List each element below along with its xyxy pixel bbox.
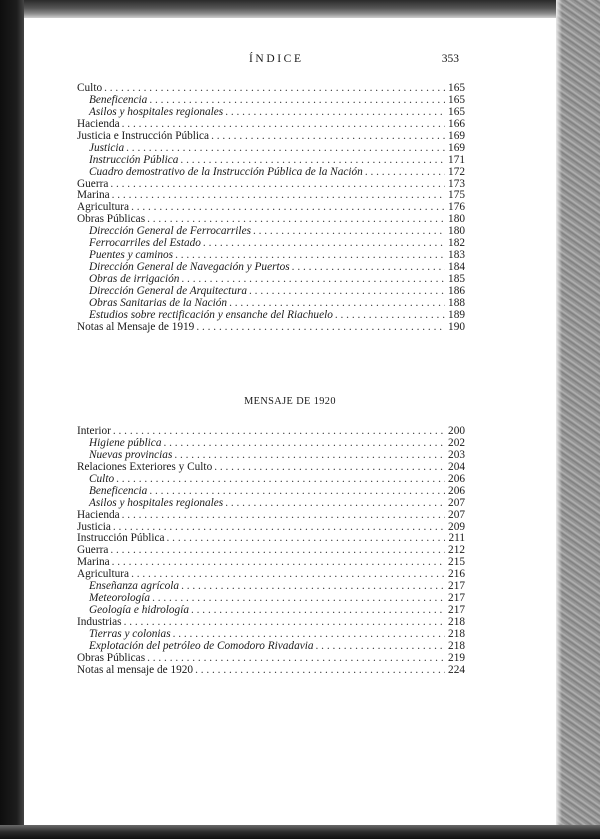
toc-entry	[77, 438, 465, 450]
dot-leader	[131, 202, 445, 214]
toc-entry-label: Hacienda	[77, 118, 120, 130]
dot-leader	[214, 462, 445, 474]
toc-entry-page: 207	[448, 509, 465, 521]
toc-entry-page: 183	[448, 250, 465, 262]
toc-entry	[77, 462, 465, 474]
dot-leader	[173, 629, 445, 641]
toc-entry-label: Industrias	[77, 617, 122, 628]
dot-leader	[152, 593, 445, 605]
dot-leader	[147, 214, 445, 226]
dot-leader	[181, 274, 445, 286]
toc-entry-label: Obras de irrigación	[89, 274, 180, 285]
toc-entry-page: 185	[448, 274, 465, 285]
toc-entry-label: Notas al mensaje de 1920	[77, 664, 194, 676]
toc-entry-label: Meteorología	[89, 593, 151, 605]
dot-leader	[113, 426, 445, 438]
toc-entry-page: 180	[448, 214, 465, 226]
toc-entry-page: 218	[448, 640, 465, 652]
dot-leader	[174, 450, 445, 462]
toc-entry-label: Asilos y hospitales regionales	[89, 106, 224, 118]
toc-entry-page: 209	[448, 521, 465, 533]
toc-entry	[77, 641, 465, 653]
toc-entry-label: Beneficencia	[89, 94, 148, 106]
toc-entry	[77, 226, 465, 238]
page-header	[24, 53, 556, 67]
toc-entry-page: 212	[448, 545, 465, 557]
toc-entry-label: Dirección General de Arquitectura	[89, 285, 248, 297]
dot-leader	[195, 665, 445, 677]
toc-entry-label: Interior	[77, 426, 111, 437]
toc-entry	[77, 107, 465, 119]
toc-entry-label: Tierras y colonias	[89, 628, 171, 640]
toc-entry-page: 217	[448, 605, 465, 617]
toc-entry-page: 218	[448, 617, 465, 628]
toc-entry-label: Culto	[89, 473, 115, 485]
toc-entry	[77, 95, 465, 107]
toc-entry	[77, 310, 465, 322]
toc-entry-label: Explotación del petróleo de Comodoro Rivadavia	[89, 640, 314, 652]
toc-entry-page: 180	[448, 226, 465, 238]
toc-entry-page: 215	[448, 557, 465, 569]
toc-entry-page: 166	[448, 118, 465, 130]
toc-entry-page: 188	[448, 297, 465, 309]
toc-entry-label: Guerra	[77, 545, 109, 557]
scan-border-right	[556, 0, 600, 839]
toc-entry-label: Beneficencia	[89, 485, 148, 497]
dot-leader	[316, 641, 445, 653]
toc-entry	[77, 250, 465, 262]
dot-leader	[225, 107, 445, 119]
toc-entry-label: Notas al Mensaje de 1919	[77, 321, 195, 333]
dot-leader	[122, 119, 445, 131]
toc-entry-label: Justicia e Instrucción Pública	[77, 130, 210, 142]
toc-entry-label: Cuadro demostrativo de la Instrucción Pública de la Nación	[89, 166, 363, 178]
toc-entry	[77, 155, 465, 167]
toc-entry	[77, 286, 465, 298]
toc-entry-page: 190	[448, 321, 465, 333]
toc-entry	[77, 474, 465, 486]
toc-entry-page: 206	[448, 473, 465, 485]
dot-leader	[196, 322, 445, 334]
toc-entry-page: 165	[448, 94, 465, 106]
toc-entry	[77, 557, 465, 569]
toc-entry	[77, 498, 465, 510]
dot-leader	[113, 522, 445, 534]
toc-entry-page: 173	[448, 178, 465, 190]
dot-leader	[292, 262, 445, 274]
dot-leader	[104, 83, 445, 95]
toc-entry	[77, 533, 465, 545]
dot-leader	[365, 167, 445, 179]
toc-entry-label: Culto	[77, 83, 103, 94]
dot-leader	[110, 179, 445, 191]
toc-entry-label: Instrucción Pública	[89, 154, 179, 166]
toc-entry	[77, 629, 465, 641]
toc-entry-label: Estudios sobre rectificación y ensanche del Riachuelo	[89, 309, 333, 321]
toc-entry	[77, 262, 465, 274]
toc-entry-label: Relaciones Exteriores y Culto	[77, 461, 213, 473]
toc-entry	[77, 653, 465, 665]
toc-entry	[77, 179, 465, 191]
toc-entry-label: Agricultura	[77, 202, 130, 214]
toc-entry	[77, 605, 465, 617]
scan-border-top	[0, 0, 600, 18]
toc-entry-page: 219	[448, 652, 465, 664]
toc-entry-page: 169	[448, 130, 465, 142]
toc-entry-page: 224	[448, 664, 465, 676]
toc-entry-label: Dirección General de Ferrocarriles	[89, 226, 251, 238]
toc-entry-page: 182	[448, 238, 465, 250]
toc-entry	[77, 274, 465, 286]
dot-leader	[149, 95, 445, 107]
toc-entry-page: 202	[448, 437, 465, 449]
toc-entry-page: 200	[448, 426, 465, 437]
toc-entry	[77, 322, 465, 334]
toc-entry-page: 169	[448, 142, 465, 154]
toc-entry-label: Obras Públicas	[77, 214, 146, 226]
dot-leader	[180, 155, 445, 167]
toc-entry-label: Hacienda	[77, 509, 120, 521]
toc-entry	[77, 238, 465, 250]
toc-entry	[77, 617, 465, 629]
scan-border-bottom	[0, 825, 600, 839]
dot-leader	[163, 438, 445, 450]
dot-leader	[112, 190, 445, 202]
toc-entry-label: Enseñanza agrícola	[89, 581, 180, 593]
dot-leader	[122, 510, 445, 522]
dot-leader	[249, 286, 445, 298]
toc-entry-page: 165	[448, 83, 465, 94]
toc-entry-label: Higiene pública	[89, 437, 162, 449]
toc-entry-label: Agricultura	[77, 569, 130, 581]
dot-leader	[225, 498, 445, 510]
toc-entry	[77, 545, 465, 557]
toc-entry	[77, 119, 465, 131]
toc-entry	[77, 522, 465, 534]
dot-leader	[229, 298, 445, 310]
page-title: ÍNDICE	[249, 53, 304, 65]
toc-entry-page: 171	[448, 154, 465, 166]
toc-entry	[77, 214, 465, 226]
toc-entry	[77, 298, 465, 310]
dot-leader	[116, 474, 445, 486]
toc-entry-page: 165	[448, 106, 465, 118]
toc-entry	[77, 569, 465, 581]
toc-entry-page: 184	[448, 262, 465, 274]
dot-leader	[147, 653, 445, 665]
dot-leader	[175, 250, 445, 262]
toc-entry-page: 217	[448, 581, 465, 593]
toc-entry-page: 206	[448, 485, 465, 497]
page-number: 353	[441, 53, 459, 65]
dot-leader	[126, 143, 445, 155]
toc-entry-page: 216	[448, 569, 465, 581]
toc-entry-label: Obras Sanitarias de la Nación	[89, 297, 228, 309]
toc-entry	[77, 450, 465, 462]
toc-entry-label: Marina	[77, 190, 110, 202]
toc-entry-page: 204	[448, 461, 465, 473]
toc-entry	[77, 190, 465, 202]
toc-entry-label: Asilos y hospitales regionales	[89, 497, 224, 509]
toc-entry	[77, 510, 465, 522]
toc-list-1919	[77, 83, 465, 334]
section-heading: MENSAJE DE 1920	[244, 396, 336, 407]
dot-leader	[181, 581, 445, 593]
toc-entry-label: Nuevas provincias	[89, 449, 173, 461]
dot-leader	[112, 557, 445, 569]
toc-entry-label: Guerra	[77, 178, 109, 190]
toc-entry	[77, 83, 465, 95]
toc-entry-label: Justicia	[89, 142, 125, 154]
toc-entry-label: Dirección General de Navegación y Puertos	[89, 262, 290, 274]
dot-leader	[149, 486, 445, 498]
dot-leader	[124, 617, 445, 629]
toc-entry-label: Marina	[77, 557, 110, 569]
toc-entry-label: Ferrocarriles del Estado	[89, 238, 201, 250]
toc-entry-page: 172	[448, 166, 465, 178]
toc-entry-label: Puentes y caminos	[89, 250, 174, 262]
book-page	[24, 18, 556, 825]
dot-leader	[253, 226, 445, 238]
dot-leader	[211, 131, 445, 143]
dot-leader	[131, 569, 445, 581]
scan-border-left	[0, 0, 24, 839]
toc-entry-page: 217	[448, 593, 465, 605]
toc-entry	[77, 593, 465, 605]
toc-entry	[77, 167, 465, 179]
toc-entry	[77, 581, 465, 593]
toc-entry-page: 203	[448, 449, 465, 461]
toc-entry-page: 211	[448, 533, 465, 545]
toc-entry	[77, 131, 465, 143]
toc-entry	[77, 486, 465, 498]
toc-entry-label: Justicia	[77, 521, 111, 533]
toc-list-1920	[77, 426, 465, 677]
toc-entry-page: 186	[448, 285, 465, 297]
toc-entry-label: Instrucción Pública	[77, 533, 165, 545]
toc-entry-label: Obras Públicas	[77, 652, 146, 664]
dot-leader	[191, 605, 445, 617]
toc-entry	[77, 665, 465, 677]
toc-entry	[77, 143, 465, 155]
toc-entry-page: 176	[448, 202, 465, 214]
toc-entry-page: 218	[448, 628, 465, 640]
toc-entry	[77, 202, 465, 214]
toc-entry-page: 189	[448, 309, 465, 321]
dot-leader	[335, 310, 445, 322]
dot-leader	[203, 238, 445, 250]
toc-entry-label: Geología e hidrología	[89, 605, 189, 617]
toc-entry-page: 207	[448, 497, 465, 509]
toc-entry-page: 175	[448, 190, 465, 202]
dot-leader	[110, 545, 445, 557]
toc-entry	[77, 426, 465, 438]
dot-leader	[167, 533, 445, 545]
